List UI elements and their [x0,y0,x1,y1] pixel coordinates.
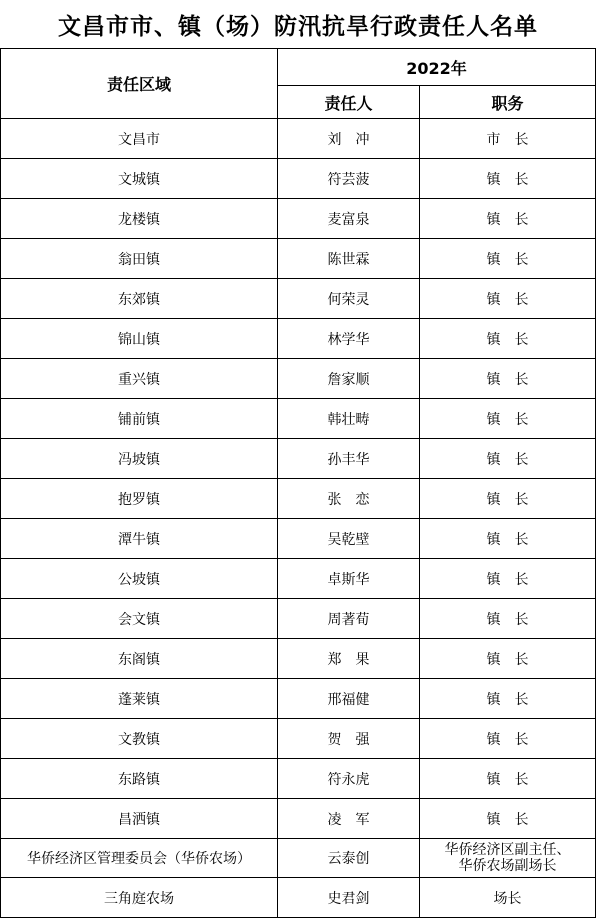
cell-person: 郑 果 [278,639,420,679]
table-row [1,759,596,799]
cell-area: 锦山镇 [1,319,278,359]
table-row [1,479,596,519]
cell-duty: 镇 长 [420,639,596,679]
cell-person: 何荣灵 [278,279,420,319]
cell-duty: 镇 长 [420,319,596,359]
cell-person: 卓斯华 [278,559,420,599]
cell-person: 韩壮畴 [278,399,420,439]
cell-area: 东路镇 [1,759,278,799]
cell-person: 贺 强 [278,719,420,759]
table-row [1,319,596,359]
cell-area: 重兴镇 [1,359,278,399]
table-row [1,399,596,439]
cell-area: 华侨经济区管理委员会（华侨农场） [1,839,278,878]
cell-person: 周著荀 [278,599,420,639]
cell-person: 符永虎 [278,759,420,799]
cell-area: 翁田镇 [1,239,278,279]
cell-person: 凌 军 [278,799,420,839]
cell-area: 昌洒镇 [1,799,278,839]
cell-duty: 镇 长 [420,279,596,319]
cell-duty: 镇 长 [420,239,596,279]
header-row-1 [1,49,596,86]
table-row [1,878,596,918]
cell-person: 吴乾壁 [278,519,420,559]
cell-person: 张 恋 [278,479,420,519]
table-row [1,679,596,719]
cell-person: 林学华 [278,319,420,359]
cell-area: 三角庭农场 [1,878,278,918]
cell-area: 龙楼镇 [1,199,278,239]
table-row [1,519,596,559]
cell-area: 蓬莱镇 [1,679,278,719]
cell-area: 铺前镇 [1,399,278,439]
cell-duty: 镇 长 [420,679,596,719]
cell-duty: 镇 长 [420,599,596,639]
cell-person: 陈世霖 [278,239,420,279]
cell-duty: 镇 长 [420,479,596,519]
cell-person: 邢福健 [278,679,420,719]
table-row [1,599,596,639]
cell-duty: 镇 长 [420,199,596,239]
cell-duty: 镇 长 [420,559,596,599]
cell-person: 云泰创 [278,839,420,878]
table-row [1,839,596,878]
cell-duty: 镇 长 [420,399,596,439]
table-row [1,439,596,479]
cell-duty: 市 长 [420,119,596,159]
cell-person: 詹家顺 [278,359,420,399]
cell-area: 潭牛镇 [1,519,278,559]
cell-area: 会文镇 [1,599,278,639]
duty-line-1: 华侨经济区副主任、 [444,842,571,858]
table-row [1,359,596,399]
table-row [1,159,596,199]
cell-area: 文昌市 [1,119,278,159]
table-row [1,719,596,759]
header-area: 责任区域 [1,49,278,119]
table-row [1,119,596,159]
cell-area: 东郊镇 [1,279,278,319]
cell-duty: 场长 [420,878,596,918]
header-duty: 职务 [420,86,596,119]
cell-duty: 镇 长 [420,799,596,839]
cell-duty: 镇 长 [420,159,596,199]
table-row [1,279,596,319]
cell-person: 刘 冲 [278,119,420,159]
cell-duty: 镇 长 [420,439,596,479]
table-row [1,799,596,839]
cell-duty: 镇 长 [420,719,596,759]
table-row [1,239,596,279]
cell-person: 孙丰华 [278,439,420,479]
header-person: 责任人 [278,86,420,119]
cell-duty: 镇 长 [420,359,596,399]
cell-duty: 镇 长 [420,759,596,799]
table-row [1,559,596,599]
cell-area: 公坡镇 [1,559,278,599]
cell-area: 冯坡镇 [1,439,278,479]
header-year: 2022年 [278,49,596,86]
cell-area: 文教镇 [1,719,278,759]
cell-person: 符芸菠 [278,159,420,199]
cell-duty [420,839,596,878]
duty-line-2: 华侨农场副场长 [458,858,557,874]
cell-person: 史君剑 [278,878,420,918]
cell-person: 麦富泉 [278,199,420,239]
responsibility-table [0,48,596,918]
table-row [1,639,596,679]
table-row [1,199,596,239]
page-title: 文昌市市、镇（场）防汛抗旱行政责任人名单 [58,13,538,40]
cell-area: 抱罗镇 [1,479,278,519]
cell-area: 东阁镇 [1,639,278,679]
cell-area: 文城镇 [1,159,278,199]
cell-duty: 镇 长 [420,519,596,559]
